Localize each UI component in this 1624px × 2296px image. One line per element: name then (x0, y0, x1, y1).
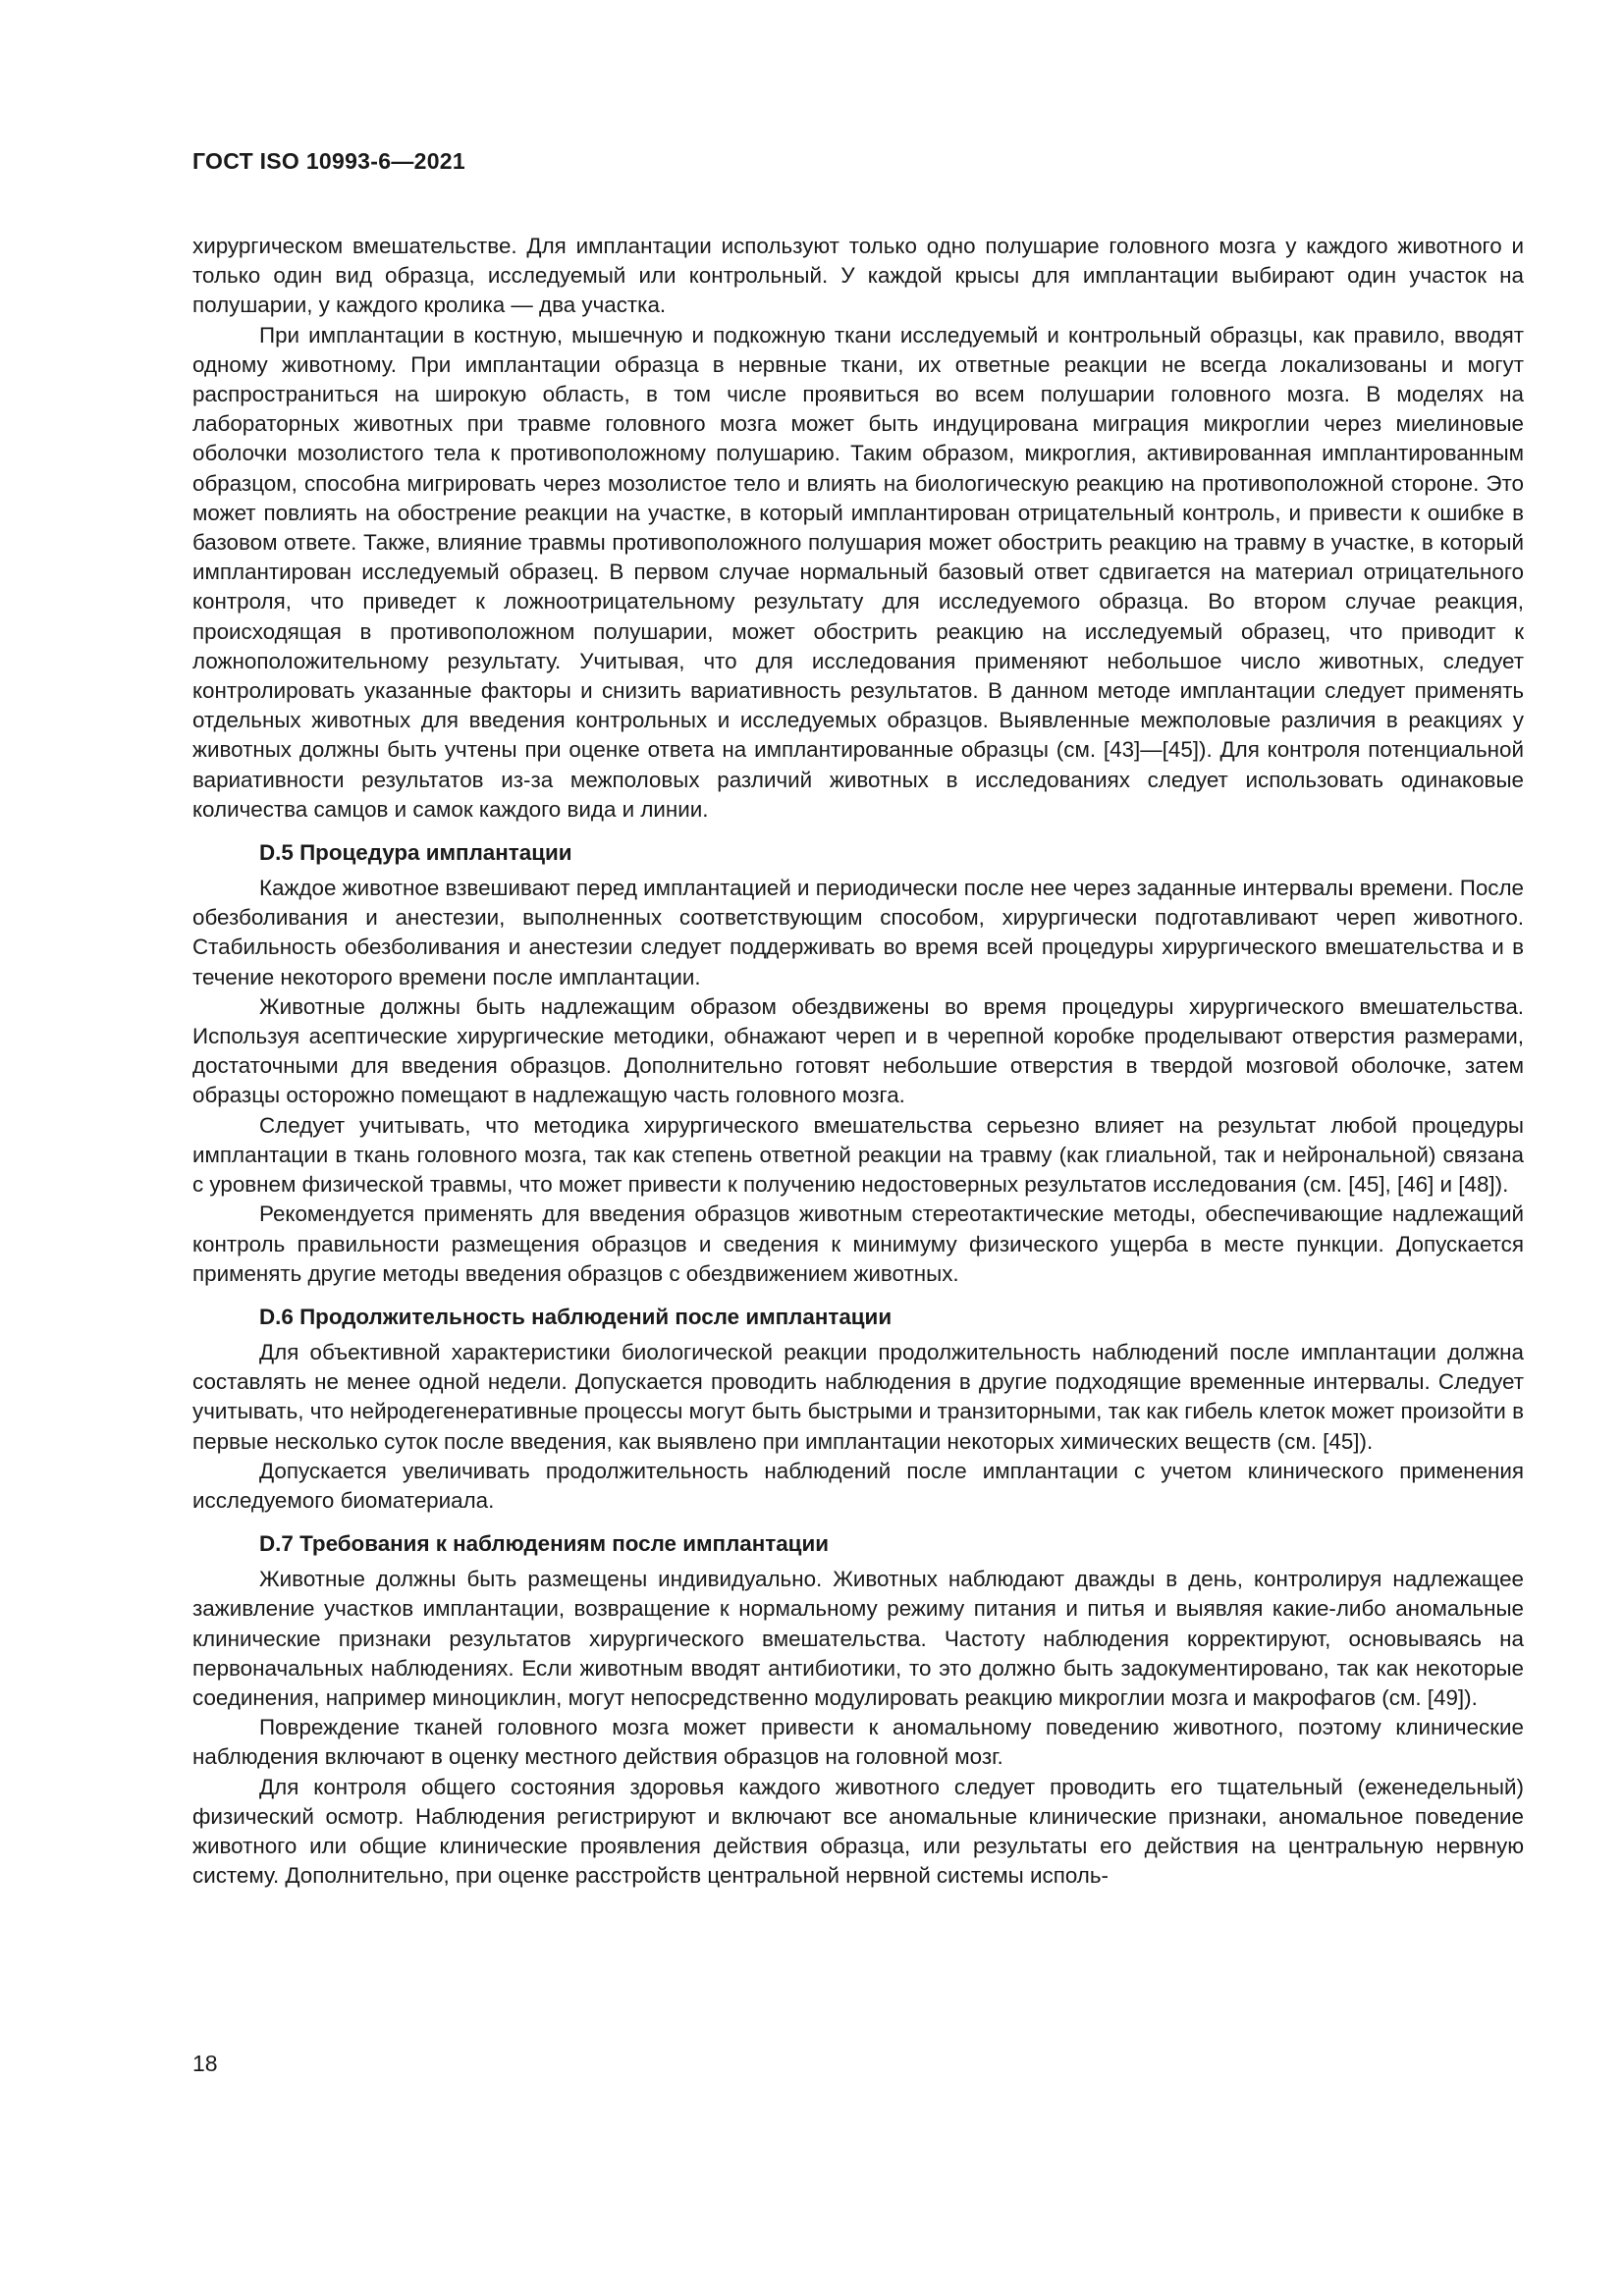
paragraph-housing: Животные должны быть размещены индивидуально. Животных наблюдают дважды в день, контролируя надлежащее заживление участков имплантации, возвращение к нормальному режиму питания и питья и выявляя какие-либо аномальные клинические признаки результатов хирургического вмешательства. Частоту наблюдения корректируют, основываясь на первоначальных наблюдениях. Если животным вводят антибиотики, то это должно быть задокументировано, так как некоторые соединения, например миноциклин, могут непосредственно модулировать реакцию микроглии мозга и макрофагов (см. [49]). (192, 1567, 1524, 1710)
paragraph-brain-damage: Повреждение тканей головного мозга может привести к аномальному поведению животного, поэтому клинические наблюдения включают в оценку местного действия образцов на головной мозг. (192, 1715, 1524, 1770)
document-code-header: ГОСТ ISO 10993-6—2021 (192, 148, 465, 174)
paragraph-health-control: Для контроля общего состояния здоровья каждого животного следует проводить его тщательный (еженедельный) физический осмотр. Наблюдения регистрируют и включают все аномальные клинические признаки, аномальное поведение животного или общие клинические проявления действия образца, или результаты его действия на центральную нервную систему. Дополнительно, при оценке расстройств центральной нервной системы исполь- (192, 1774, 1524, 1889)
document-page (192, 147, 1524, 1891)
paragraph-extended-observation: Допускается увеличивать продолжительность наблюдений после имплантации с учетом клинического применения исследуемого биоматериала. (192, 1458, 1524, 1513)
paragraph-weighing: Каждое животное взвешивают перед имплантацией и периодически после нее через заданные интервалы времени. После обезболивания и анестезии, выполненных соответствующим способом, хирургически подготавливают череп животного. Стабильность обезболивания и анестезии следует поддерживать во время всей процедуры хирургического вмешательства и в течение некоторого времени после имплантации. (192, 876, 1524, 989)
page-number: 18 (192, 2051, 218, 2076)
paragraph-surgical-method: Следует учитывать, что методика хирургического вмешательства серьезно влияет на результат любой процедуры имплантации в ткань головного мозга, так как степень ответной реакции на травму (как глиальной, так и нейрональной) связана с уровнем физической травмы, что может привести к получению недостоверных результатов исследования (см. [45], [46] и [48]). (192, 1112, 1524, 1198)
paragraph-immobilization: Животные должны быть надлежащим образом обездвижены во время процедуры хирургического вмешательства. Используя асептические хирургические методики, обнажают череп и в черепной коробке проделывают отверстия размерами, достаточными для введения образцов. Дополнительно готовят небольшие отверстия в твердой мозговой оболочке, затем образцы осторожно помещают в надлежащую часть головного мозга. (192, 993, 1524, 1108)
paragraph-stereotactic: Рекомендуется применять для введения образцов животным стереотактические методы, обеспечивающие надлежащий контроль правильности размещения образцов и сведения к минимуму физического ущерба в месте пункции. Допускается применять другие методы введения образцов с обездвижением животных. (192, 1201, 1524, 1286)
section-heading-d6: D.6 Продолжительность наблюдений после имплантации (259, 1304, 893, 1329)
paragraph-implantation-tissues: При имплантации в костную, мышечную и подкожную ткани исследуемый и контрольный образцы, как правило, вводят одному животному. При имплантации образца в нервные ткани, их ответные реакции не всегда локализованы и могут распространиться на широкую область, в том числе проявиться во всем полушарии головного мозга. В моделях на лабораторных животных при травме головного мозга может быть индуцирована миграция микроглии через миелиновые оболочки мозолистого тела к противоположному полушарию. Таким образом, микроглия, активированная имплантированным образцом, способна мигрировать через мозолистое тело и влиять на биологическую реакцию на противоположной стороне. Это может повлиять на обострение реакции на участке, в который имплантирован отрицательный контроль, и привести к ошибке в базовом ответе. Также, влияние травмы противоположного полушария может обострить реакцию на травму в участке, в который имплантирован исследуемый образец. В первом случае нормальный базовый ответ сдвигается на материал отрицательного контроля, что приведет к ложноотрицательному результату для исследуемого образца. Во втором случае реакция, происходящая в противоположном полушарии, может обострить реакцию на исследуемый образец, что приводит к ложноположительному результату. Учитывая, что для исследования применяют небольшое число животных, следует контролировать указанные факторы и снизить вариативность результатов. В данном методе имплантации следует применять отдельных животных для введения контрольных и исследуемых образцов. Выявленные межполовые различия в реакциях у животных должны быть учтены при оценке ответа на имплантированные образцы (см. [43]—[45]). Для контроля потенциальной вариативности результатов из-за межполовых различий животных в исследованиях следует использовать одинаковые количества самцов и самок каждого вида и линии. (192, 322, 1524, 822)
paragraph-observation-duration: Для объективной характеристики биологической реакции продолжительность наблюдений после имплантации должна составлять не менее одной недели. Допускается проводить наблюдения в другие подходящие временные интервалы. Следует учитывать, что нейродегенеративные процессы могут быть быстрыми и транзиторными, так как гибель клеток может произойти в первые несколько суток после введения, как выявлено при имплантации некоторых химических веществ (см. [45]). (192, 1339, 1524, 1454)
paragraph-continued: хирургическом вмешательстве. Для имплантации используют только одно полушарие головного мозга у каждого животного и только один вид образца, исследуемый или контрольный. У каждой крысы для имплантации выбирают один участок на полушарии, у каждого кролика — два участка. (192, 234, 1524, 318)
section-heading-d5: D.5 Процедура имплантации (259, 840, 572, 866)
section-heading-d7: D.7 Требования к наблюдениям после имплантации (259, 1531, 829, 1557)
document-body (192, 232, 1524, 1891)
